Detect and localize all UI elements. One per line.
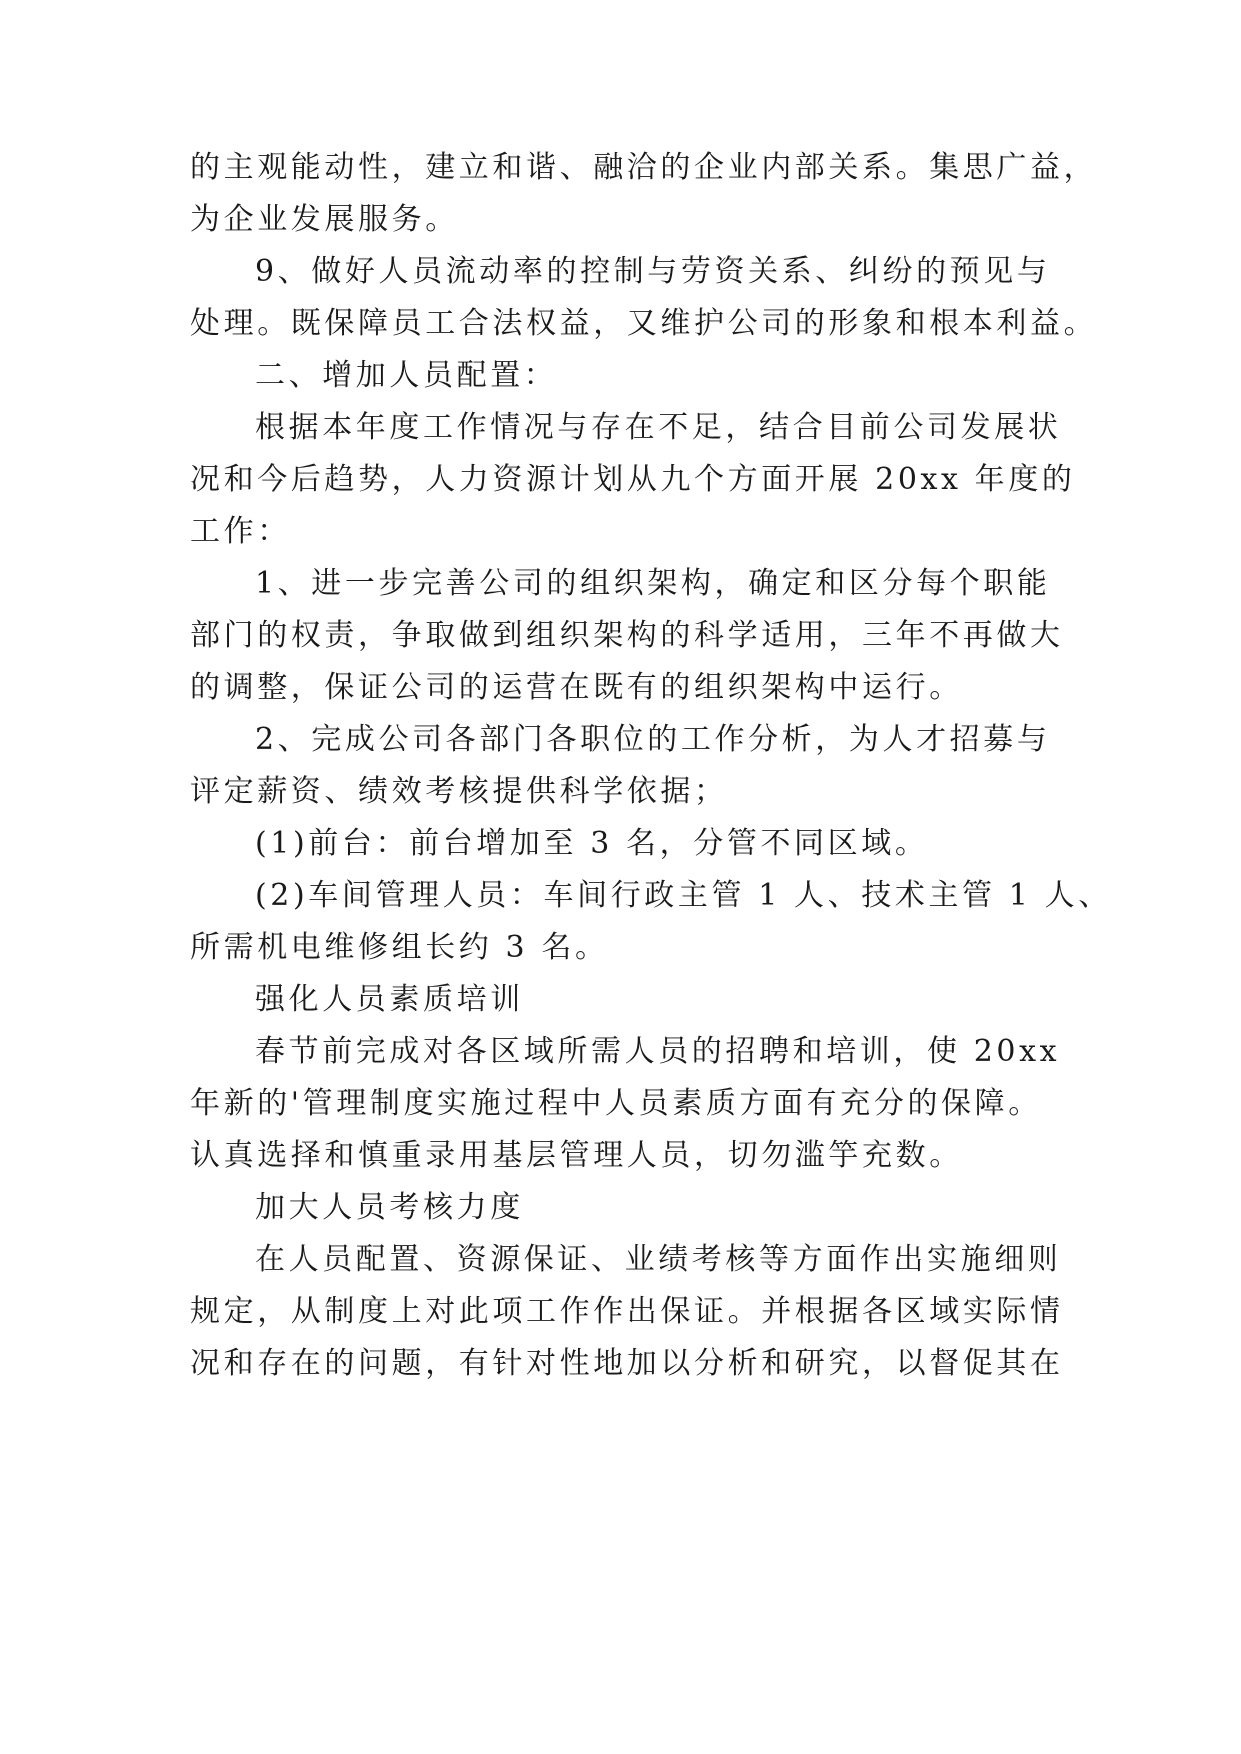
text-line: 处理。既保障员工合法权益，又维护公司的形象和根本利益。 [190, 306, 1098, 341]
text-line: 的主观能动性，建立和谐、融洽的企业内部关系。集思广益， [190, 150, 1098, 185]
text-line: 2、完成公司各部门各职位的工作分析，为人才招募与 [255, 722, 1051, 757]
text-line: 的调整，保证公司的运营在既有的组织架构中运行。 [190, 670, 963, 705]
text-line: 春节前完成对各区域所需人员的招聘和培训，使 20xx [255, 1034, 1061, 1069]
text-line: 年新的'管理制度实施过程中人员素质方面有充分的保障。 [190, 1086, 1042, 1121]
text-line: 1、进一步完善公司的组织架构，确定和区分每个职能 [255, 566, 1051, 601]
text-line: 规定，从制度上对此项工作作出保证。并根据各区域实际情 [190, 1294, 1064, 1329]
text-line: 根据本年度工作情况与存在不足，结合目前公司发展状 [255, 410, 1062, 445]
section-heading: 加大人员考核力度 [255, 1190, 524, 1225]
list-item: (1)前台：前台增加至 3 名，分管不同区域。 [255, 826, 929, 861]
text-line: 为企业发展服务。 [190, 202, 459, 237]
text-line: 部门的权责，争取做到组织架构的科学适用，三年不再做大 [190, 618, 1064, 653]
text-line: 工作： [190, 514, 291, 549]
text-line: 在人员配置、资源保证、业绩考核等方面作出实施细则 [255, 1242, 1062, 1277]
text-line: 况和存在的问题，有针对性地加以分析和研究，以督促其在 [190, 1346, 1064, 1381]
section-heading: 强化人员素质培训 [255, 982, 524, 1017]
list-item: (2)车间管理人员：车间行政主管 1 人、技术主管 1 人、 [255, 878, 1112, 913]
text-line: 所需机电维修组长约 3 名。 [190, 930, 609, 965]
text-line: 况和今后趋势，人力资源计划从九个方面开展 20xx 年度的 [190, 462, 1076, 497]
text-line: 评定薪资、绩效考核提供科学依据； [190, 774, 728, 809]
text-line: 9、做好人员流动率的控制与劳资关系、纠纷的预见与 [255, 254, 1051, 289]
text-line: 认真选择和慎重录用基层管理人员，切勿滥竽充数。 [190, 1138, 963, 1173]
section-heading: 二、增加人员配置： [255, 358, 558, 393]
